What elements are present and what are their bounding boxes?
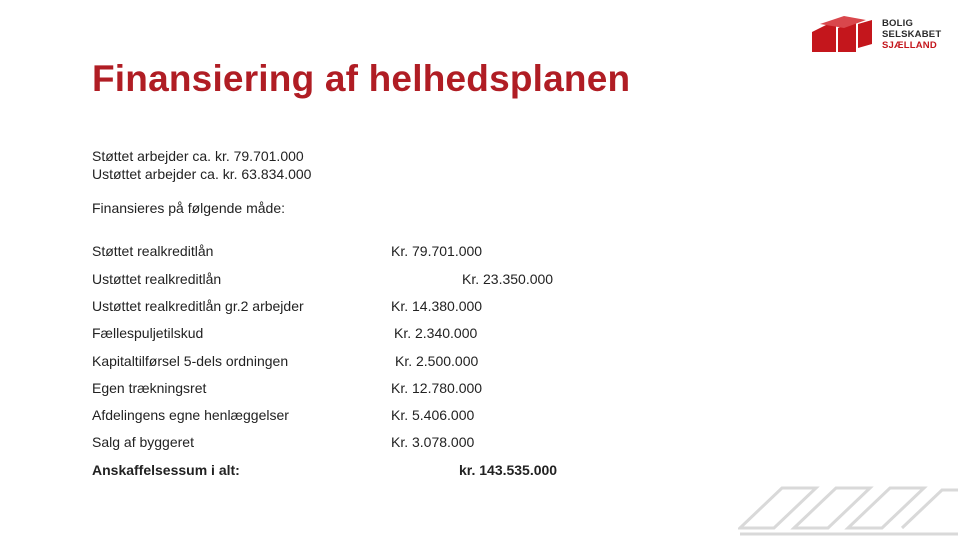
row-amount: Kr. 12.780.000 xyxy=(391,380,483,396)
slide-title: Finansiering af helhedsplanen xyxy=(92,58,631,99)
total-label: Anskaffelsessum i alt: xyxy=(92,462,240,478)
total-amount: kr. 143.535.000 xyxy=(459,462,558,478)
row-amount: Kr. 2.500.000 xyxy=(395,353,479,369)
row-amount: Kr. 3.078.000 xyxy=(391,434,475,450)
logo-wordmark xyxy=(882,18,941,51)
financing-subheading: Finansieres på følgende måde: xyxy=(92,200,285,216)
logo-house-icon xyxy=(810,14,876,58)
row-label: Kapitaltilførsel 5-dels ordningen xyxy=(92,353,289,369)
logo-line-1: BOLIG xyxy=(882,18,914,29)
intro-line-supported: Støttet arbejder ca. kr. 79.701.000 xyxy=(92,148,304,164)
row-label: Salg af byggeret xyxy=(92,434,194,450)
row-label: Fællespuljetilskud xyxy=(92,325,204,341)
row-amount: Kr. 23.350.000 xyxy=(462,271,554,287)
logo-line-2: SELSKABET xyxy=(882,29,942,40)
row-label: Ustøttet realkreditlån gr.2 arbejder xyxy=(92,298,304,314)
row-amount: Kr. 14.380.000 xyxy=(391,298,483,314)
company-logo xyxy=(810,14,950,58)
row-amount: Kr. 2.340.000 xyxy=(394,325,478,341)
row-label: Ustøttet realkreditlån xyxy=(92,271,222,287)
row-label: Egen trækningsret xyxy=(92,380,207,396)
decorative-stripes xyxy=(738,478,960,540)
row-amount: Kr. 79.701.000 xyxy=(391,243,483,259)
logo-line-3: SJÆLLAND xyxy=(882,40,937,51)
row-label: Afdelingens egne henlæggelser xyxy=(92,407,289,423)
row-amount: Kr. 5.406.000 xyxy=(391,407,475,423)
intro-line-unsupported: Ustøttet arbejder ca. kr. 63.834.000 xyxy=(92,166,312,182)
row-label: Støttet realkreditlån xyxy=(92,243,214,259)
